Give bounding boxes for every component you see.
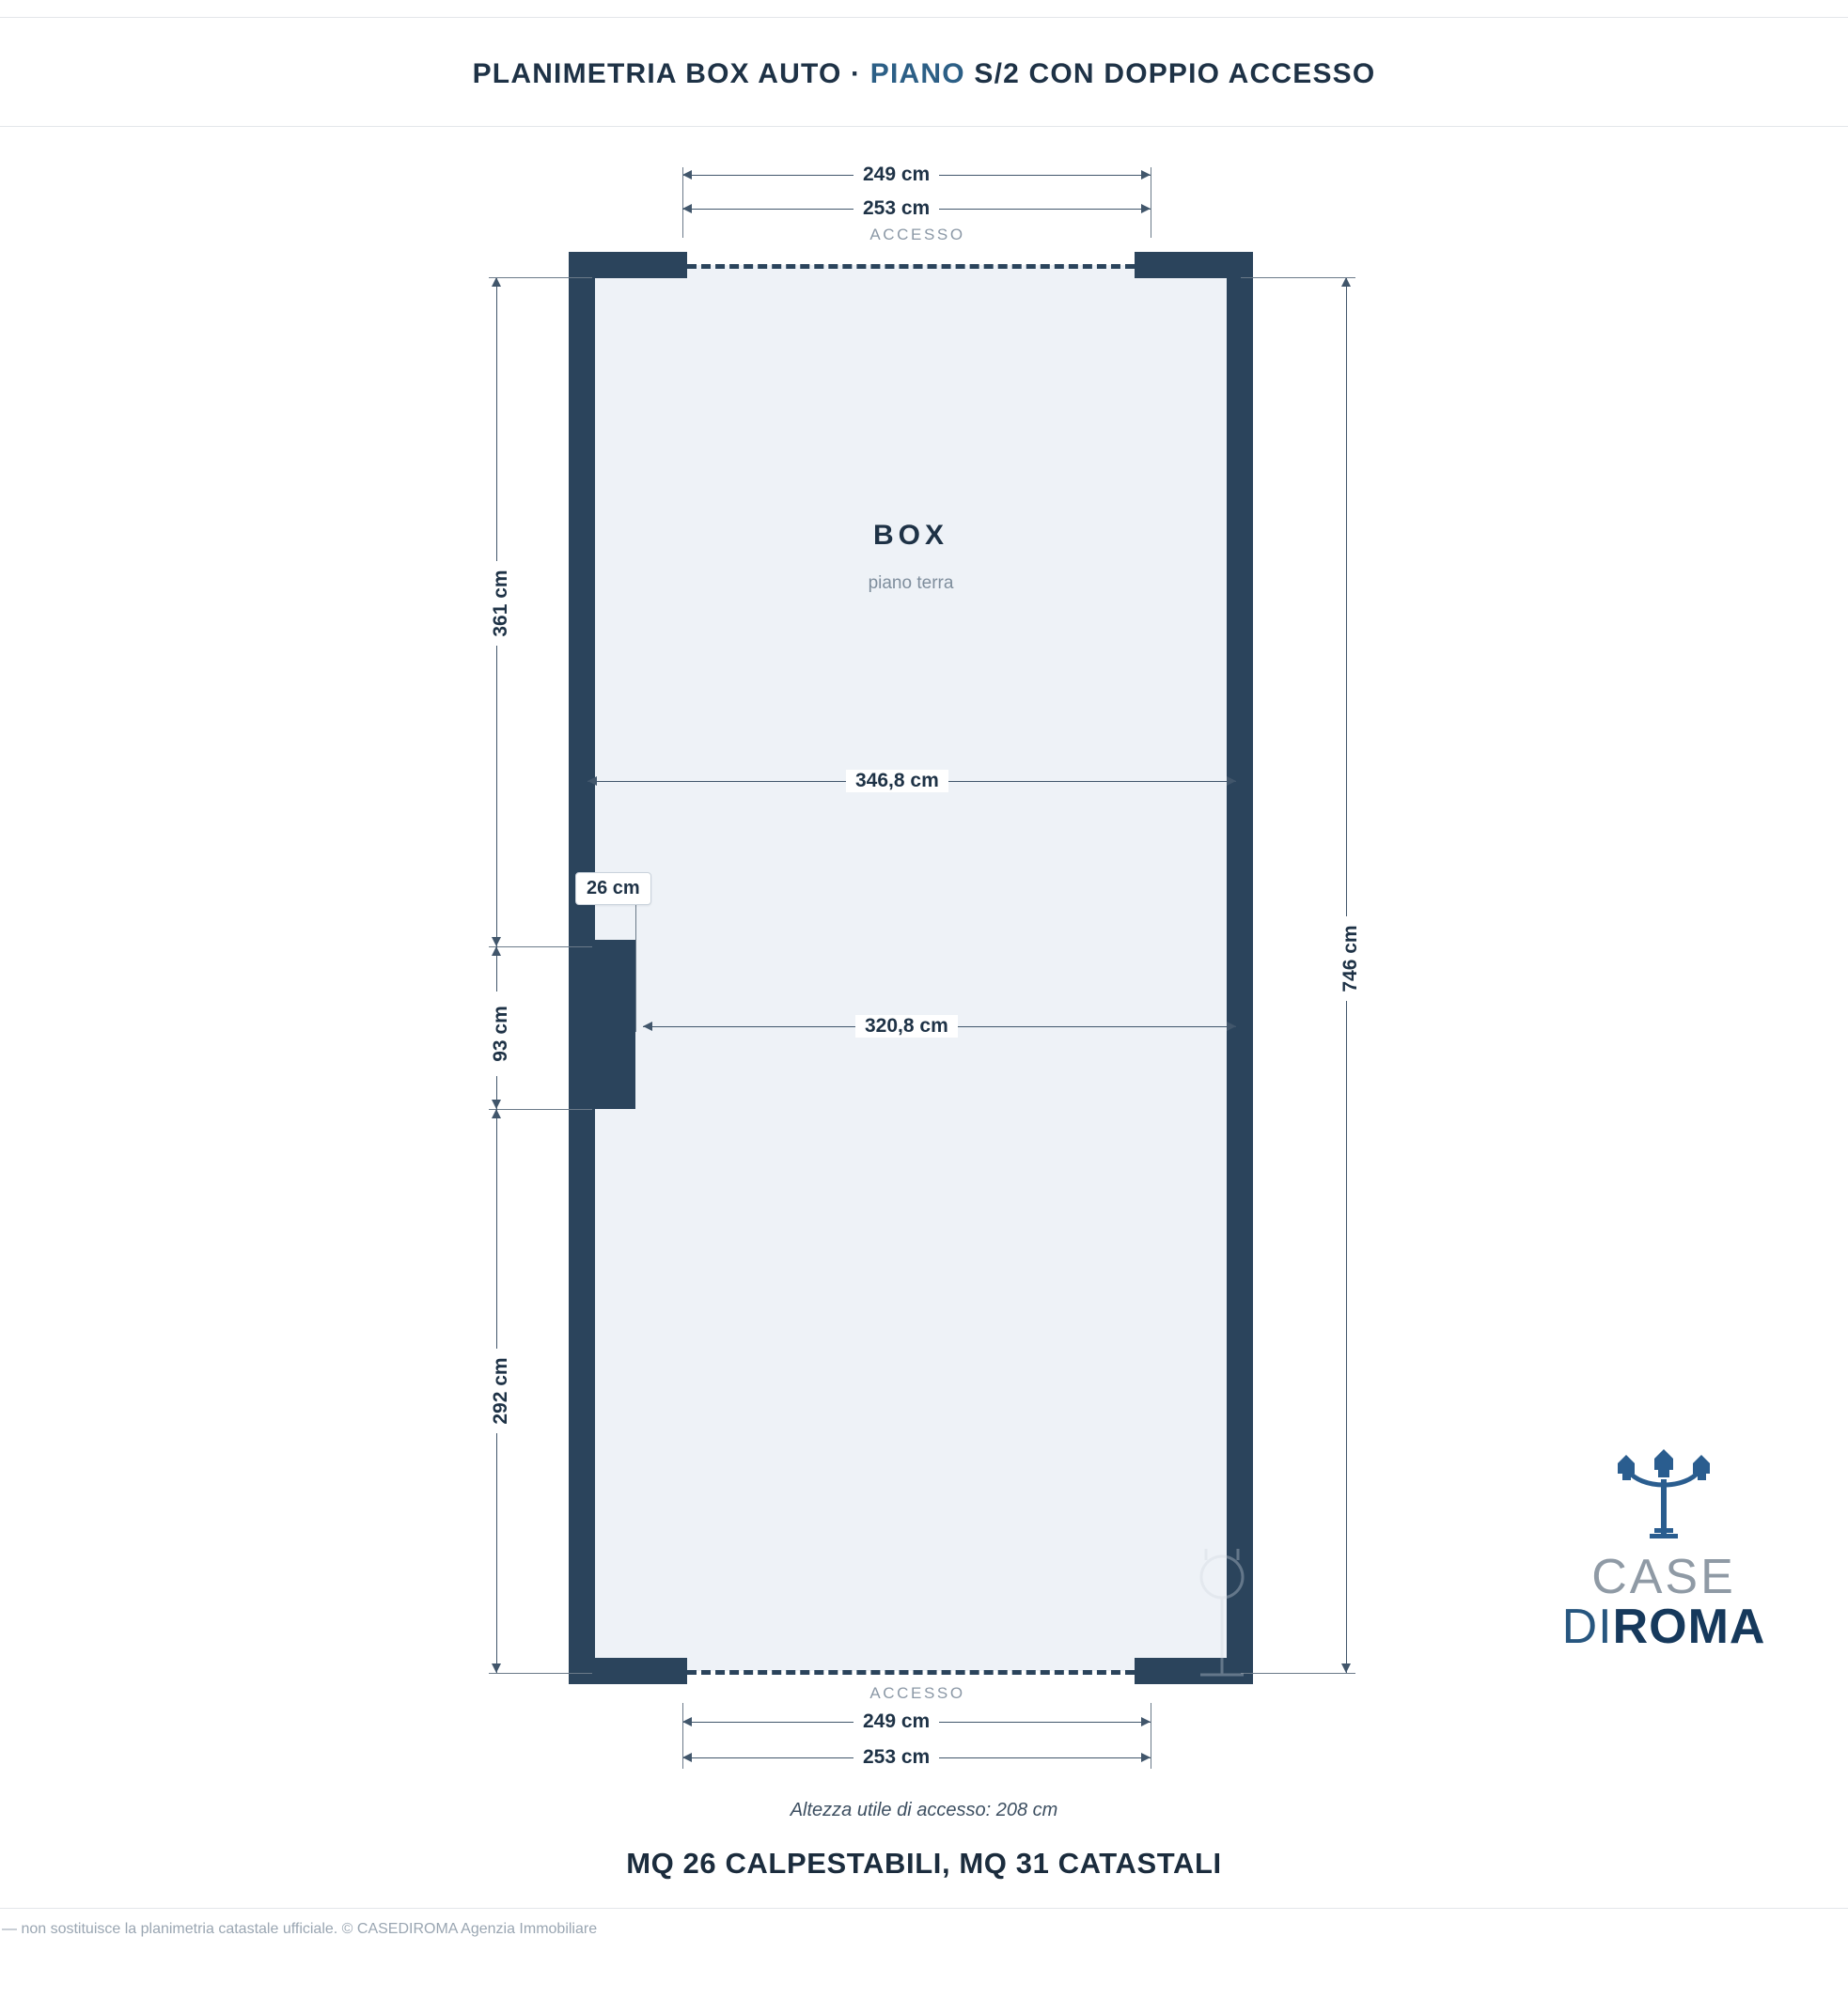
dim-left-upper-arrow-bottom (492, 937, 501, 946)
dim-bottom-outer-arrow-right (1141, 1717, 1151, 1726)
logo-text-diroma (1532, 1601, 1795, 1653)
dim-inner-upper-label: 346,8 cm (846, 770, 948, 792)
dim-right-total-arrow-top (1341, 277, 1351, 287)
dim-bottom-outer-label: 249 cm (854, 1710, 939, 1733)
dim-inner-upper-arrow-left (587, 776, 597, 786)
dim-left-middle-label: 93 cm (482, 992, 520, 1076)
access-opening-top (687, 264, 1135, 269)
dim-top-inner-arrow-right (1141, 204, 1151, 213)
dim-inner-lower-label: 320,8 cm (855, 1015, 958, 1038)
street-lamp-icon (1593, 1447, 1734, 1549)
wall-top-left-stub (569, 252, 687, 278)
wall-right (1227, 252, 1253, 1684)
dim-top-outer-tick-left (682, 167, 683, 238)
logo-text-di: DI (1561, 1600, 1613, 1654)
dim-top-outer-arrow-right (1141, 170, 1151, 180)
dim-pillar-label: 26 cm (575, 872, 651, 905)
watermark-graphic (1170, 1541, 1274, 1682)
dim-bottom-outer-arrow-left (682, 1717, 692, 1726)
dim-left-lower-arrow-bottom (492, 1663, 501, 1673)
access-opening-bottom (687, 1670, 1135, 1675)
dim-right-total-label: 746 cm (1332, 916, 1370, 1001)
dim-top-outer-label: 249 cm (854, 164, 939, 186)
brand-logo (1532, 1447, 1795, 1673)
page-title-main: PLANIMETRIA BOX AUTO (472, 58, 842, 89)
dim-inner-lower-arrow-right (1227, 1022, 1236, 1031)
dim-inner-lower-arrow-left (643, 1022, 652, 1031)
dim-bottom-inner-arrow-right (1141, 1753, 1151, 1762)
dim-bottom-inner-arrow-left (682, 1753, 692, 1762)
page-title-separator: · (851, 58, 862, 89)
dim-left-upper-arrow-top (492, 277, 501, 287)
interior-pillar (575, 940, 635, 1109)
page-title-tail: S/2 CON DOPPIO ACCESSO (974, 58, 1376, 89)
wall-top-right-stub (1135, 252, 1253, 278)
room-sublabel: piano terra (868, 573, 954, 593)
dim-left-lower-arrow-top (492, 1109, 501, 1118)
dim-left-middle-arrow-top (492, 946, 501, 956)
footer-divider (0, 1908, 1848, 1909)
logo-text-roma: ROMA (1612, 1600, 1766, 1654)
disclaimer-text: — non sostituisce la planimetria catastale ufficiale. © CASEDIROMA Agenzia Immobiliare (2, 1921, 598, 1937)
logo-text-case: CASE (1591, 1550, 1736, 1604)
dim-left-middle-arrow-bottom (492, 1100, 501, 1109)
dim-left-tick-mid1 (489, 946, 592, 947)
dim-left-tick-top (489, 277, 592, 278)
access-label-bottom: ACCESSO (869, 1684, 965, 1702)
dim-right-tick-top (1241, 277, 1355, 278)
dim-bottom-inner-label: 253 cm (854, 1746, 939, 1769)
page-title-accent: PIANO (869, 58, 965, 89)
dim-bottom-tick-left (682, 1703, 683, 1769)
access-label-top: ACCESSO (869, 226, 965, 243)
dim-left-tick-mid2 (489, 1109, 592, 1110)
dim-left-upper-label: 361 cm (482, 561, 520, 646)
dim-top-outer-arrow-left (682, 170, 692, 180)
dim-inner-upper-arrow-right (1227, 776, 1236, 786)
dim-top-inner-label: 253 cm (854, 197, 939, 220)
dim-right-total-arrow-bottom (1341, 1663, 1351, 1673)
surface-summary: MQ 26 CALPESTABILI, MQ 31 CATASTALI (626, 1847, 1222, 1880)
dim-pillar-leader (635, 891, 636, 1032)
room-label-box: BOX (872, 520, 948, 551)
room-interior (581, 265, 1241, 1671)
access-height-note: Altezza utile di accesso: 208 cm (790, 1800, 1058, 1820)
dim-left-lower-label: 292 cm (482, 1349, 520, 1433)
dim-top-inner-arrow-left (682, 204, 692, 213)
dim-left-tick-bottom (489, 1673, 592, 1674)
wall-bottom-left-stub (569, 1658, 687, 1684)
